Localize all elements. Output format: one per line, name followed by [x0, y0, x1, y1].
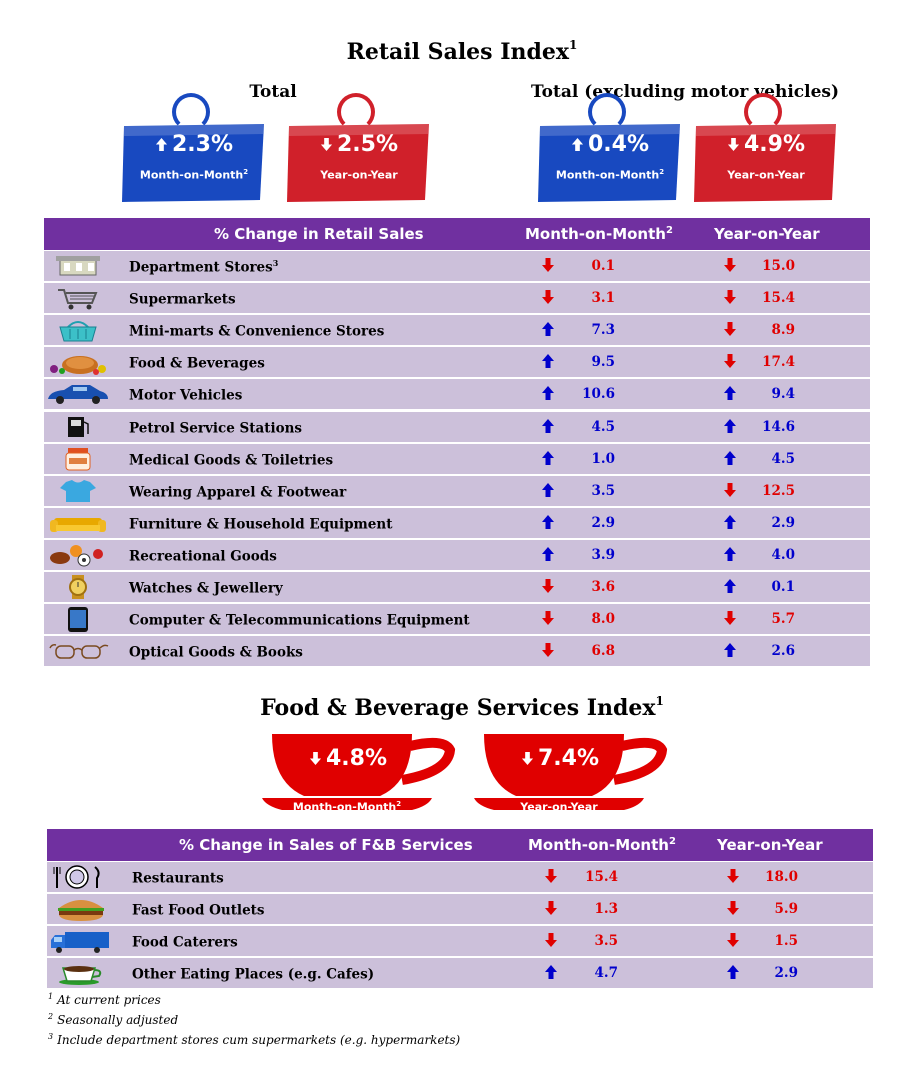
category-name: Other Eating Places (e.g. Cafes) [132, 966, 375, 983]
yoy-value: 17.4 [762, 354, 795, 371]
retail-title: Retail Sales Index$^1$ [346, 38, 578, 65]
mom-shopping-bag-excl [536, 118, 684, 204]
retail-col-category: % Change in Retail Sales [214, 225, 424, 243]
table-row [44, 283, 870, 313]
medicine-jar-icon [46, 446, 110, 472]
tshirt-icon [46, 478, 110, 504]
table-row [44, 379, 870, 409]
table-row [44, 508, 870, 538]
yoy-value: 4.0 [771, 546, 795, 563]
footnote: $^1$ At current prices [48, 992, 161, 1007]
yoy-value: 9.4 [771, 386, 795, 403]
mom-value: 8.0 [591, 611, 615, 628]
category-name: Computer & Telecommunications Equipment [129, 612, 470, 629]
yoy-value: 2.9 [771, 514, 795, 531]
cup-label: Year-on-Year [520, 800, 598, 814]
yoy-coffee-cup [474, 732, 674, 814]
category-name: Department Stores$^3$ [129, 258, 279, 276]
category-name: Food & Beverages [129, 355, 265, 372]
up-arrow-icon [541, 514, 555, 530]
table-row [44, 412, 870, 442]
mom-coffee-cup [262, 732, 462, 814]
cup-value: 4.8% [288, 746, 408, 771]
mom-value: 9.5 [591, 354, 615, 371]
total-excl-heading: Total (excluding motor vehicles) [530, 82, 840, 102]
yoy-value: 12.5 [762, 482, 795, 499]
up-arrow-icon [571, 137, 584, 152]
down-arrow-icon [544, 932, 558, 948]
car-icon [46, 381, 110, 407]
yoy-value: 0.1 [771, 579, 795, 595]
mom-value: 3.9 [591, 546, 615, 563]
mom-value: 15.4 [585, 869, 618, 885]
footnote: $^3$ Include department stores cum supermarkets (e.g. hypermarkets) [48, 1032, 461, 1047]
yoy-value: 14.6 [762, 418, 795, 435]
fnb-col-category: % Change in Sales of F&B Services [179, 836, 473, 854]
retail-table-header [44, 218, 870, 250]
bag-label: Year-on-Year [320, 168, 398, 182]
category-name: Wearing Apparel & Footwear [129, 484, 347, 501]
yoy-value: 4.5 [771, 450, 795, 467]
yoy-value: 2.9 [774, 965, 798, 981]
watch-icon [46, 574, 110, 600]
table-row [44, 636, 870, 666]
category-name: Food Caterers [132, 934, 238, 951]
yoy-value: 5.9 [774, 901, 798, 917]
table-row [44, 347, 870, 377]
mom-shopping-bag-total [120, 118, 268, 204]
mom-value: 0.1 [591, 258, 615, 274]
down-arrow-icon [541, 642, 555, 658]
plate-cutlery-icon [49, 864, 113, 890]
down-arrow-icon [544, 900, 558, 916]
up-arrow-icon [541, 418, 555, 434]
table-row [44, 315, 870, 345]
down-arrow-icon [727, 137, 740, 152]
sports-balls-icon [46, 542, 110, 568]
category-name: Motor Vehicles [129, 387, 243, 404]
table-row [47, 958, 873, 988]
category-name: Furniture & Household Equipment [129, 516, 393, 533]
mom-value: 7.3 [591, 322, 615, 339]
mom-value: 4.5 [591, 418, 615, 435]
yoy-value: 15.4 [762, 290, 795, 307]
up-arrow-icon [541, 482, 555, 498]
down-arrow-icon [541, 610, 555, 626]
yoy-value: 2.6 [771, 643, 795, 660]
mom-value: 4.7 [594, 965, 618, 981]
shopping-bag-icon [285, 118, 433, 204]
mobile-phone-icon [46, 606, 110, 632]
retail-col-yoy: Year-on-Year [714, 225, 820, 243]
fnb-col-mom: Month-on-Month$^2$ [528, 836, 676, 854]
retail-col-mom: Month-on-Month$^2$ [525, 225, 673, 243]
bag-value: 2.5% [285, 132, 433, 157]
mom-value: 2.9 [591, 514, 615, 531]
down-arrow-icon [320, 137, 333, 152]
down-arrow-icon [541, 289, 555, 305]
yoy-shopping-bag-excl [692, 118, 840, 204]
sofa-icon [46, 510, 110, 536]
category-name: Recreational Goods [129, 548, 277, 565]
down-arrow-icon [309, 751, 322, 766]
up-arrow-icon [541, 353, 555, 369]
fnb-table-header [47, 829, 873, 861]
mom-value: 1.3 [594, 901, 618, 917]
mom-value: 3.6 [591, 579, 615, 595]
down-arrow-icon [544, 868, 558, 884]
category-name: Mini-marts & Convenience Stores [129, 323, 385, 340]
shopping-cart-icon [46, 285, 110, 311]
up-arrow-icon [541, 546, 555, 562]
table-row [44, 251, 870, 281]
shopping-bag-icon [692, 118, 840, 204]
yoy-value: 8.9 [771, 322, 795, 339]
glasses-icon [46, 638, 110, 664]
delivery-truck-icon [49, 928, 113, 954]
mom-value: 3.5 [594, 933, 618, 949]
fuel-pump-icon [46, 414, 110, 440]
table-row [44, 540, 870, 570]
mom-value: 3.5 [591, 482, 615, 499]
yoy-shopping-bag-total [285, 118, 433, 204]
yoy-value: 15.0 [762, 258, 795, 274]
up-arrow-icon [541, 385, 555, 401]
category-name: Watches & Jewellery [129, 580, 283, 597]
bag-label: Year-on-Year [727, 168, 805, 182]
table-row [47, 894, 873, 924]
table-row [44, 604, 870, 634]
category-name: Medical Goods & Toiletries [129, 452, 334, 469]
shopping-bag-icon [536, 118, 684, 204]
yoy-value: 1.5 [774, 933, 798, 949]
category-name: Fast Food Outlets [132, 902, 265, 919]
table-row [47, 862, 873, 892]
footnote: $^2$ Seasonally adjusted [48, 1012, 179, 1027]
category-name: Petrol Service Stations [129, 420, 303, 436]
category-name: Supermarkets [129, 291, 236, 308]
up-arrow-icon [155, 137, 168, 152]
cup-value: 7.4% [500, 746, 620, 771]
down-arrow-icon [521, 751, 534, 766]
burger-icon [49, 896, 113, 922]
bag-label: Month-on-Month$^2$ [555, 168, 665, 182]
mom-value: 10.6 [582, 386, 615, 403]
shopping-basket-icon [46, 317, 110, 343]
table-row [44, 572, 870, 602]
bag-label: Month-on-Month$^2$ [139, 168, 249, 182]
total-heading: Total [249, 82, 297, 102]
yoy-value: 5.7 [771, 611, 795, 628]
bag-value: 0.4% [536, 132, 684, 157]
table-row [44, 476, 870, 506]
bag-value: 4.9% [692, 132, 840, 157]
shopping-bag-icon [120, 118, 268, 204]
fnb-title: Food & Beverage Services Index$^1$ [260, 694, 664, 721]
mom-value: 6.8 [591, 643, 615, 660]
down-arrow-icon [541, 578, 555, 594]
down-arrow-icon [541, 257, 555, 273]
department-store-icon [46, 253, 110, 279]
cup-label: Month-on-Month$^2$ [292, 800, 402, 814]
food-platter-icon [46, 349, 110, 375]
coffee-cup-icon [49, 960, 113, 986]
category-name: Optical Goods & Books [129, 644, 303, 661]
yoy-value: 18.0 [765, 869, 798, 885]
up-arrow-icon [541, 321, 555, 337]
table-row [44, 444, 870, 474]
mom-value: 1.0 [591, 450, 615, 467]
category-name: Restaurants [132, 870, 224, 887]
fnb-col-yoy: Year-on-Year [717, 836, 823, 854]
up-arrow-icon [541, 450, 555, 466]
mom-value: 3.1 [591, 290, 615, 307]
up-arrow-icon [544, 964, 558, 980]
table-row [47, 926, 873, 956]
bag-value: 2.3% [120, 132, 268, 157]
